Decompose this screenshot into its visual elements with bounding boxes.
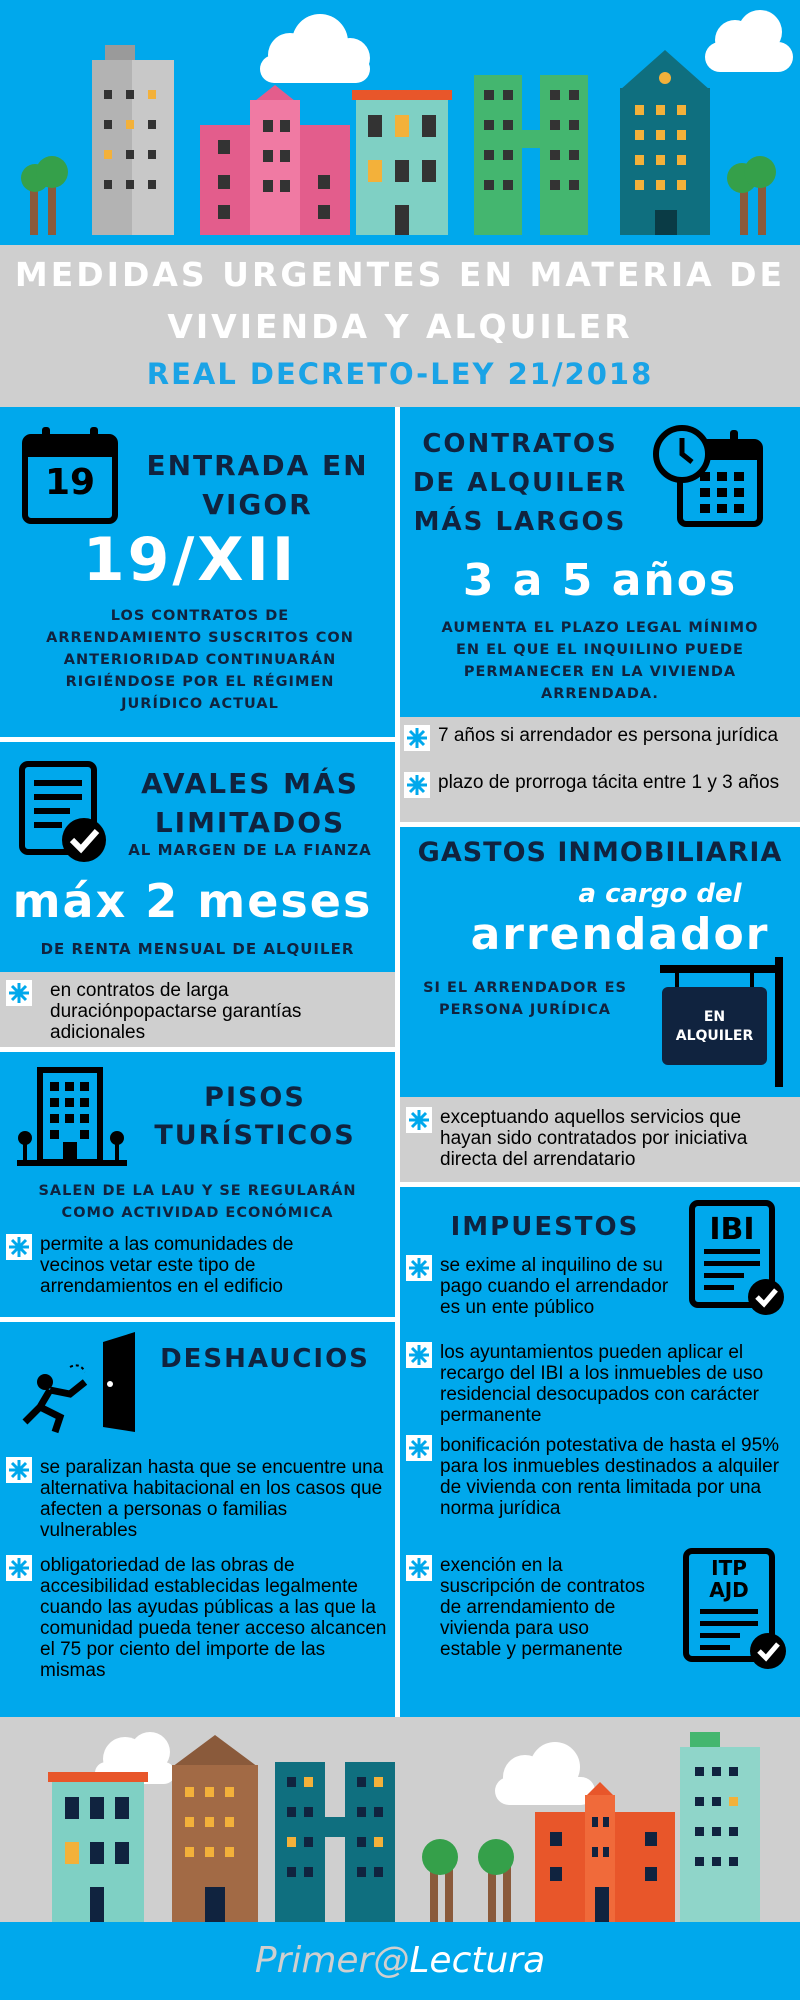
document-check-icon bbox=[18, 760, 113, 865]
calendar-clock-icon bbox=[650, 422, 765, 532]
avales-bullet-box bbox=[0, 972, 395, 1047]
brand-logo bbox=[0, 1940, 800, 1981]
entrada-section bbox=[0, 407, 395, 737]
gastos-bullet-box bbox=[400, 1097, 800, 1182]
contratos-bullet-2: plazo de prorroga tácita entre 1 y 3 años bbox=[438, 772, 780, 793]
pisos-heading-1: PISOS bbox=[204, 1082, 306, 1113]
impuestos-bullet-1: se exime al inquilino de su pago cuando el arrendador es un ente público bbox=[440, 1255, 669, 1318]
impuestos-bullet-2: los ayuntamientos pueden aplicar el recargo del IBI a los inmuebles de uso residencial desocupados con carácter permanente bbox=[440, 1342, 764, 1426]
calendar-day: 19 bbox=[44, 462, 96, 503]
pisos-section bbox=[0, 1052, 395, 1317]
subtitle: REAL DECRETO-LEY 21/2018 bbox=[146, 357, 654, 391]
pisos-bullet: permite a las comunidades de vecinos vetar este tipo de arrendamientos en el edificio bbox=[40, 1234, 294, 1297]
ibi-label: IBI bbox=[709, 1212, 755, 1247]
impuestos-bullet-3: bonificación potestativa de hasta el 95% para los inmuebles destinados a alquiler de vivienda con renta limitada por una norma jurídica bbox=[440, 1435, 780, 1519]
main-title-line1: MEDIDAS URGENTES EN MATERIA DE bbox=[14, 255, 786, 294]
entrada-date: 19/XII bbox=[82, 525, 298, 595]
deshaucios-heading: DESHAUCIOS bbox=[160, 1344, 370, 1374]
building-icon bbox=[15, 1062, 130, 1172]
contratos-desc: AUMENTA EL PLAZO LEGAL MÍNIMO EN EL QUE EL INQUILINO PUEDE PERMANECER EN LA VIVIENDA ARRENDADA. bbox=[441, 620, 759, 702]
contratos-bullets bbox=[400, 717, 800, 822]
deshaucios-section bbox=[0, 1322, 395, 1717]
pisos-desc: SALEN DE LA LAU Y SE REGULARÁN COMO ACTIVIDAD ECONÓMICA bbox=[38, 1183, 357, 1221]
sign-text-2: ALQUILER bbox=[675, 1028, 754, 1044]
gastos-line2: a cargo del bbox=[578, 879, 742, 909]
asterisk-icon bbox=[406, 1107, 432, 1133]
top-skyline bbox=[0, 0, 800, 245]
impuestos-heading: IMPUESTOS bbox=[450, 1212, 640, 1242]
pisos-heading-2: TURÍSTICOS bbox=[154, 1120, 356, 1151]
deshaucios-bullet-1: se paralizan hasta que se encuentre una alternativa habitacional en los casos que afecten a personas o familias vulnerables bbox=[40, 1457, 384, 1541]
deshaucios-bullet-2: obligatoriedad de las obras de accesibilidad establecidas legalmente cuando las ayudas públicas a las que la comunidad pueda tener acceso alcancen el 75 por ciento del importe de las mismas bbox=[40, 1555, 387, 1681]
asterisk-icon bbox=[406, 1255, 432, 1281]
asterisk-icon bbox=[406, 1555, 432, 1581]
gastos-heading: GASTOS INMOBILIARIA bbox=[417, 837, 783, 868]
contratos-heading-2: DE ALQUILER bbox=[412, 468, 628, 498]
asterisk-icon bbox=[404, 725, 430, 751]
entrada-heading-1: ENTRADA EN bbox=[146, 449, 369, 482]
entrada-heading-2: VIGOR bbox=[202, 488, 313, 521]
contratos-big: 3 a 5 años bbox=[462, 555, 738, 606]
asterisk-icon bbox=[6, 1457, 32, 1483]
avales-bullet: en contratos de larga duraciónpopactarse garantías adicionales bbox=[50, 980, 302, 1043]
ajd-label: AJD bbox=[709, 1578, 749, 1602]
impuestos-section bbox=[400, 1187, 800, 1717]
entrada-desc: LOS CONTRATOS DE ARRENDAMIENTO SUSCRITOS CON ANTERIORIDAD CONTINUARÁN RIGIÉNDOSE POR EL RÉGIMEN JURÍDICO ACTUAL bbox=[46, 608, 354, 712]
asterisk-icon bbox=[406, 1342, 432, 1368]
contratos-section bbox=[400, 407, 800, 717]
asterisk-icon bbox=[6, 1555, 32, 1581]
gastos-line3: arrendador bbox=[470, 909, 770, 960]
avales-desc: DE RENTA MENSUAL DE ALQUILER bbox=[40, 940, 355, 958]
footer bbox=[0, 1922, 800, 2000]
impuestos-bullet-4: exención en la suscripción de contratos de arrendamiento de vivienda para uso estable y permanente bbox=[440, 1555, 645, 1660]
eviction-icon bbox=[15, 1332, 140, 1442]
title-band bbox=[0, 245, 800, 407]
contratos-heading-3: MÁS LARGOS bbox=[413, 507, 627, 537]
asterisk-icon bbox=[6, 980, 32, 1006]
contratos-bullet-1: 7 años si arrendador es persona jurídica bbox=[438, 725, 779, 746]
contratos-heading-1: CONTRATOS bbox=[422, 429, 618, 459]
asterisk-icon bbox=[406, 1435, 432, 1461]
gastos-bullet: exceptuando aquellos servicios que hayan sido contratados por iniciativa directa del arrendatario bbox=[440, 1107, 748, 1170]
avales-heading-2: LIMITADOS bbox=[154, 806, 346, 839]
avales-big: máx 2 meses bbox=[12, 874, 373, 928]
gastos-desc: SI EL ARRENDADOR ES PERSONA JURÍDICA bbox=[423, 980, 627, 1018]
brand-part-2: Lectura bbox=[409, 1940, 546, 1981]
asterisk-icon bbox=[6, 1234, 32, 1260]
asterisk-icon bbox=[404, 772, 430, 798]
brand-part-1: Primer@ bbox=[254, 1940, 410, 1981]
gastos-section bbox=[400, 827, 800, 1097]
bottom-skyline bbox=[0, 1717, 800, 1922]
avales-heading-1: AVALES MÁS bbox=[141, 767, 359, 800]
itp-label: ITP bbox=[711, 1556, 747, 1580]
main-title-line2: VIVIENDA Y ALQUILER bbox=[167, 307, 633, 346]
avales-sub: AL MARGEN DE LA FIANZA bbox=[128, 841, 372, 859]
sign-text-1: EN bbox=[703, 1009, 726, 1025]
avales-section bbox=[0, 742, 395, 972]
